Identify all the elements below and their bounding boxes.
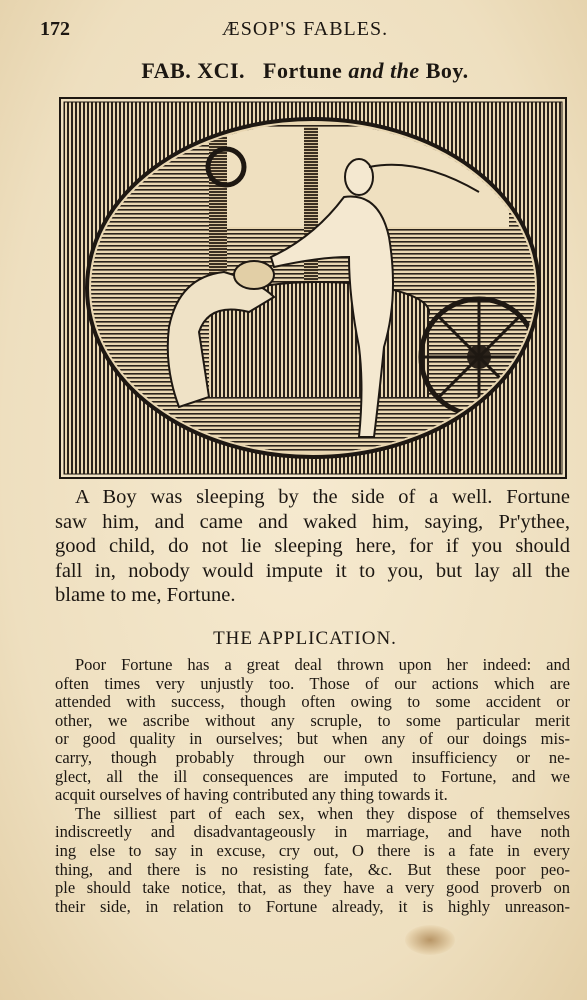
fable-title-and: and — [348, 58, 385, 83]
fable-line: saw him, and came and waked him, saying, Pr'ythee, — [55, 510, 570, 533]
fable-line: blame to me, Fortune. — [55, 584, 236, 606]
application-line: ple should take notice, that, as they have a very good proverb on — [55, 878, 570, 898]
application-heading: THE APPLICATION. — [213, 628, 397, 649]
fable-title-fortune: Fortune — [263, 58, 343, 83]
page-number: 172 — [40, 18, 70, 40]
application-line: carry, though probably through our own insufficiency or ne- — [55, 747, 570, 767]
application-line: or good quality in ourselves; but when any of our doings mis- — [55, 729, 570, 749]
fable-title — [40, 58, 570, 84]
fable-line: good child, do not lie sleeping here, for if you should — [55, 535, 570, 557]
fable-number: FAB. XCI. — [141, 58, 246, 83]
ink-stain — [405, 925, 455, 955]
application-line: often times very unjustly too. Those of our actions which are — [55, 673, 570, 693]
application-line: attended with success, though often owing to some accident or — [55, 692, 570, 712]
application-line: their side, in relation to Fortune already, it is highly unreason- — [55, 896, 570, 916]
application-line: indiscreetly and disadvantageously in marriage, and have noth — [55, 822, 570, 842]
application-line: Poor Fortune has a great deal thrown upon her indeed: and — [75, 655, 570, 674]
application-line: glect, all the ill consequences are imputed to Fortune, and we — [55, 766, 570, 786]
fable-text — [55, 485, 570, 608]
application-text — [55, 656, 570, 916]
running-head — [40, 18, 570, 44]
fable-title-the: the — [390, 58, 420, 83]
fable-title-boy: Boy. — [425, 58, 469, 83]
application-line: acquit ourselves of having contributed any thing towards it. — [55, 785, 448, 805]
application-line: thing, and there is no resisting fate, &c. But these poor peo- — [55, 859, 570, 879]
application-line: ing else to say in excuse, cry out, O there is a fate in every — [55, 840, 570, 860]
application-line: The silliest part of each sex, when they dispose of themselves — [75, 803, 570, 823]
application-line: other, we ascribe without any scruple, to some particular merit — [55, 710, 570, 730]
fable-line: fall in, nobody would impute it to you, but lay all the — [55, 559, 570, 582]
woodcut-illustration — [59, 97, 567, 479]
fable-line: A Boy was sleeping by the side of a well. Fortune — [75, 486, 570, 508]
book-title: ÆSOP'S FABLES. — [221, 18, 389, 40]
